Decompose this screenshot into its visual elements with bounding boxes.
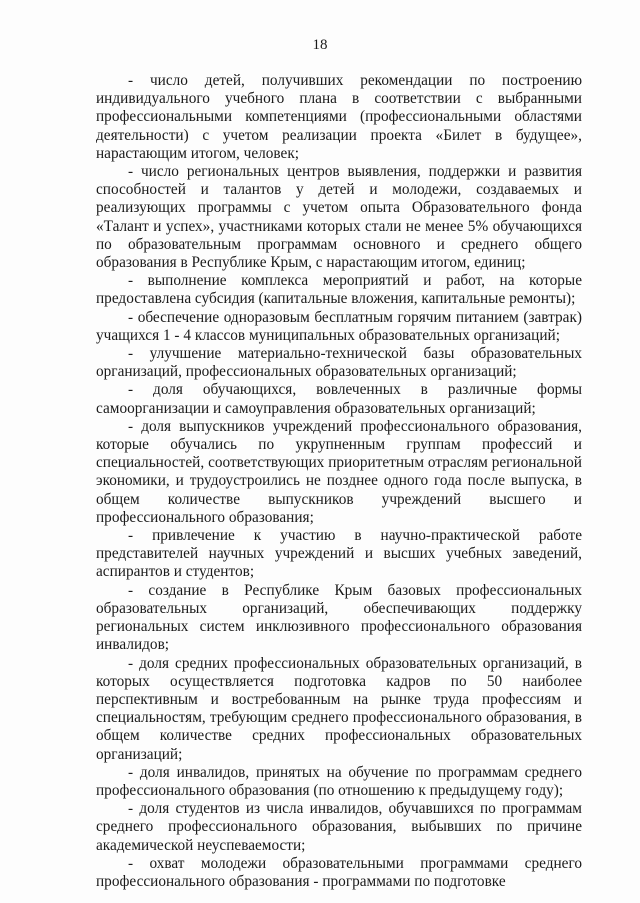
list-item: - число региональных центров выявления, поддержки и развития способностей и талантов у детей и молодежи, создаваемых и реализующих программы с учетом опыта Образовательного фонда «Талант и успех», участниками которых стали не менее 5% обучающихся по образовательным программам основного и среднего общего образования в Республике Крым, с нарастающим итогом, единиц; xyxy=(96,163,582,272)
list-item: - доля выпускников учреждений профессионального образования, которые обучались по укрупненным группам профессий и специальностей, соответствующих приоритетным отраслям региональной экономики, и трудоустроились не позднее одного года после выпуска, в общем количестве выпускников учреждений высшего и профессионального образования; xyxy=(96,417,582,526)
list-item: - привлечение к участию в научно-практической работе представителей научных учреждений и высших учебных заведений, аспирантов и студентов; xyxy=(96,527,582,581)
list-item: - охват молодежи образовательными программами среднего профессионального образования - программами по подготовке xyxy=(96,854,582,890)
page-number: 18 xyxy=(312,37,328,53)
list-item: - улучшение материально-технической базы образовательных организаций, профессиональных образовательных организаций; xyxy=(96,345,582,381)
list-item: - выполнение комплекса мероприятий и работ, на которые предоставлена субсидия (капитальные вложения, капитальные ремонты); xyxy=(96,272,582,308)
document-body xyxy=(96,72,582,891)
list-item: - доля обучающихся, вовлеченных в различные формы самоорганизации и самоуправления образовательных организаций; xyxy=(96,381,582,417)
list-item: - создание в Республике Крым базовых профессиональных образовательных организаций, обеспечивающих поддержку региональных систем инклюзивного профессионального образования инвалидов; xyxy=(96,581,582,654)
list-item: - доля инвалидов, принятых на обучение по программам среднего профессионального образования (по отношению к предыдущему году); xyxy=(96,763,582,799)
list-item: - доля средних профессиональных образовательных организаций, в которых осуществляется подготовка кадров по 50 наиболее перспективным и востребованным на рынке труда профессиям и специальностям, требующим среднего профессионального образования, в общем количестве средних профессиональных образовательных организаций; xyxy=(96,654,582,763)
list-item: - доля студентов из числа инвалидов, обучавшихся по программам среднего профессионального образования, выбывших по причине академической неуспеваемости; xyxy=(96,800,582,854)
list-item: - обеспечение одноразовым бесплатным горячим питанием (завтрак) учащихся 1 - 4 классов муниципальных образовательных организаций; xyxy=(96,308,582,344)
list-item: - число детей, получивших рекомендации по построению индивидуального учебного плана в соответствии с выбранными профессиональными компетенциями (профессиональными областями деятельности) с учетом реализации проекта «Билет в будущее», нарастающим итогом, человек; xyxy=(96,72,582,162)
